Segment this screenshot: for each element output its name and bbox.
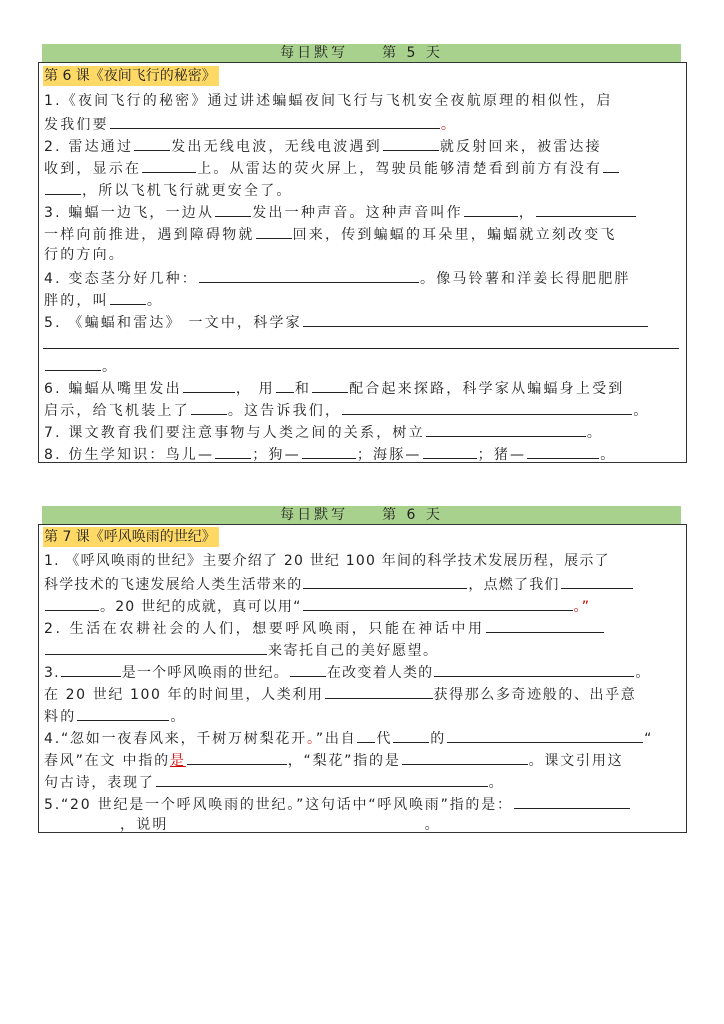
question-line xyxy=(44,683,636,705)
question-line xyxy=(44,573,634,595)
text: 收到，显示在 xyxy=(44,161,142,177)
question-line xyxy=(44,201,637,223)
answer-blank[interactable] xyxy=(110,289,146,305)
answer-blank[interactable] xyxy=(325,683,433,699)
answer-blank[interactable] xyxy=(447,727,643,743)
answer-blank[interactable] xyxy=(45,639,267,655)
text: 在 20 世纪 100 年的时间里，人类利用 xyxy=(44,687,324,703)
text: 7. 课文教育我们要注意事物与人类之间的关系，树立 xyxy=(44,425,425,441)
text: 是 xyxy=(169,753,186,769)
text: 。 xyxy=(440,117,458,133)
text: 4.“忽如一夜春风来，千树万树梨花开 xyxy=(44,731,308,747)
text: 5.“20 世纪是一个呼风唤雨的世纪。”这句话中“呼风唤雨”指的是： xyxy=(44,797,513,813)
text: 发我们要 xyxy=(44,117,109,133)
answer-blank[interactable] xyxy=(536,201,636,217)
text: 。20 世纪的成就，真可以用“ xyxy=(100,599,302,615)
text: 2. 雷达通过 xyxy=(44,139,134,155)
text: 。 xyxy=(102,359,119,375)
question-line xyxy=(44,793,631,815)
text: ；狗— xyxy=(252,447,301,463)
text: 8. 仿生学知识：鸟儿— xyxy=(44,447,215,463)
answer-blank[interactable] xyxy=(187,749,287,765)
question-line xyxy=(44,815,441,835)
text: 。 xyxy=(170,709,187,725)
text: 发出一种声音。这种声音叫作 xyxy=(252,205,463,221)
text: 5. 《蝙蝠和雷达》 一文中，科学家 xyxy=(44,315,302,331)
text: 来寄托自己的美好愿望。 xyxy=(268,643,439,659)
text: 的 xyxy=(430,731,447,747)
text: 1. 《呼风唤雨的世纪》主要介绍了 20 世纪 100 年间的科学技术发展历程，展示了 xyxy=(44,553,610,569)
text: 。 xyxy=(488,775,505,791)
question-line xyxy=(44,179,293,201)
answer-blank[interactable] xyxy=(383,135,439,151)
answer-blank[interactable] xyxy=(426,421,586,437)
text: 代 xyxy=(376,731,393,747)
answer-blank[interactable] xyxy=(290,661,326,677)
question-line xyxy=(44,727,653,749)
question-line xyxy=(44,399,649,421)
answer-blank[interactable] xyxy=(199,267,419,283)
answer-blank[interactable] xyxy=(303,311,648,327)
answer-blank[interactable] xyxy=(357,727,375,743)
text: 。课文引用这 xyxy=(528,753,624,769)
text: 。 xyxy=(635,665,651,681)
text: 获得那么多奇迹般的、出乎意 xyxy=(433,687,637,703)
answer-blank[interactable] xyxy=(142,157,196,173)
text: 。这告诉我们， xyxy=(227,403,342,419)
text: 胖的，叫 xyxy=(44,293,109,309)
question-line xyxy=(44,595,590,617)
lesson-title: 第 6 课《夜间飞行的秘密》 xyxy=(43,66,219,86)
text: 。 xyxy=(307,731,316,747)
answer-blank[interactable] xyxy=(303,573,467,589)
answer-blank[interactable] xyxy=(110,113,440,129)
question-line xyxy=(44,157,620,179)
text: ， xyxy=(518,205,536,221)
text: 科学技术的飞速发展给人类生活带来的 xyxy=(44,577,303,593)
text: 。 xyxy=(424,817,441,833)
answer-blank[interactable] xyxy=(603,157,619,173)
question-line xyxy=(44,311,649,333)
question-line xyxy=(44,421,603,443)
day-header: 每日默写 第 5 天 xyxy=(42,44,681,62)
question-line xyxy=(44,223,617,245)
text: 。 xyxy=(586,425,604,441)
answer-blank[interactable] xyxy=(191,399,227,415)
answer-blank[interactable] xyxy=(312,377,348,393)
answer-blank[interactable] xyxy=(77,705,169,721)
text: 料的 xyxy=(44,709,77,725)
answer-blank[interactable] xyxy=(561,573,633,589)
answer-blank[interactable] xyxy=(45,179,81,195)
answer-blank[interactable] xyxy=(45,355,101,371)
text: ，“梨花”指的是 xyxy=(287,753,401,769)
question-line xyxy=(44,639,439,661)
answer-blank[interactable] xyxy=(256,223,292,239)
text: 。 xyxy=(633,403,650,419)
text: 配合起来探路，科学家从蝙蝠身上受到 xyxy=(349,381,625,397)
text: 行的方向。 xyxy=(44,247,125,263)
answer-blank[interactable] xyxy=(527,443,599,459)
text: 就反射回来，被雷达接 xyxy=(439,139,602,155)
text: 是一个呼风唤雨的世纪。 xyxy=(121,665,289,681)
answer-blank[interactable] xyxy=(464,201,518,217)
lesson-title: 第 7 课《呼风唤雨的世纪》 xyxy=(43,527,219,547)
question-line xyxy=(43,333,679,355)
text: 启示，给飞机装上了 xyxy=(44,403,190,419)
text: 6. 蝙蝠从嘴里发出 xyxy=(44,381,182,397)
answer-blank[interactable] xyxy=(45,595,99,611)
answer-blank[interactable] xyxy=(215,443,251,459)
text: ”出自 xyxy=(315,731,357,747)
question-line xyxy=(44,289,163,311)
text: 上。从雷达的荧火屏上，驾驶员能够清楚看到前方有没有 xyxy=(197,161,603,177)
question-line xyxy=(44,551,610,571)
question-line xyxy=(44,245,125,265)
text: 。像马铃薯和洋姜长得肥肥胖 xyxy=(420,271,631,287)
text: 春风”在文 中指的 xyxy=(44,753,170,769)
answer-blank[interactable] xyxy=(402,749,528,765)
answer-blank[interactable] xyxy=(43,333,679,349)
answer-blank[interactable] xyxy=(61,661,121,677)
question-line xyxy=(44,355,118,377)
question-line xyxy=(44,617,605,639)
answer-blank[interactable] xyxy=(393,727,429,743)
text: ，所以飞机飞行就更安全了。 xyxy=(82,183,293,199)
text: 。 xyxy=(146,293,164,309)
question-line xyxy=(44,113,457,135)
text: 发出无线电波，无线电波遇到 xyxy=(171,139,382,155)
answer-blank[interactable] xyxy=(514,793,630,809)
answer-blank[interactable] xyxy=(303,595,573,611)
question-line xyxy=(44,661,651,683)
text: 。” xyxy=(573,599,591,615)
question-line xyxy=(44,135,602,157)
text: 回来，传到蝙蝠的耳朵里，蝙蝠就立刻改变飞 xyxy=(292,227,617,243)
text: “ xyxy=(644,731,654,747)
question-line xyxy=(44,91,613,111)
answer-blank[interactable] xyxy=(276,377,294,393)
answer-blank[interactable] xyxy=(423,443,477,459)
answer-blank[interactable] xyxy=(302,443,356,459)
text: 2. 生活在农耕社会的人们，想要呼风唤雨，只能在神话中用 xyxy=(44,621,485,637)
text: 一样向前推进，遇到障碍物就 xyxy=(44,227,255,243)
text: 3. xyxy=(44,665,60,681)
text: 3. 蝙蝠一边飞，一边从 xyxy=(44,205,215,221)
question-line xyxy=(44,705,187,727)
question-line xyxy=(44,443,616,465)
answer-blank[interactable] xyxy=(134,135,170,151)
text: 。 xyxy=(600,447,617,463)
text: ，点燃了我们 xyxy=(468,577,560,593)
text: ，说明 xyxy=(120,817,169,833)
answer-blank[interactable] xyxy=(434,661,634,677)
answer-blank[interactable] xyxy=(342,399,632,415)
question-line xyxy=(44,377,624,399)
answer-blank[interactable] xyxy=(215,201,251,217)
text: 4. 变态茎分好几种： xyxy=(44,271,199,287)
text: 和 xyxy=(294,381,312,397)
text: ， 用 xyxy=(235,381,275,397)
question-line xyxy=(44,771,504,793)
text: 在改变着人类的 xyxy=(326,665,434,681)
text: 1.《夜间飞行的秘密》通过讲述蝙蝠夜间飞行与飞机安全夜航原理的相似性，启 xyxy=(44,93,613,109)
answer-blank[interactable] xyxy=(183,377,235,393)
question-line xyxy=(44,749,623,771)
answer-blank[interactable] xyxy=(486,617,604,633)
question-line xyxy=(44,267,631,289)
answer-blank[interactable] xyxy=(156,771,488,787)
text: ；猪— xyxy=(477,447,527,463)
text: ；海豚— xyxy=(356,447,422,463)
day-header: 每日默写 第 6 天 xyxy=(42,506,681,524)
text: 句古诗，表现了 xyxy=(44,775,155,791)
